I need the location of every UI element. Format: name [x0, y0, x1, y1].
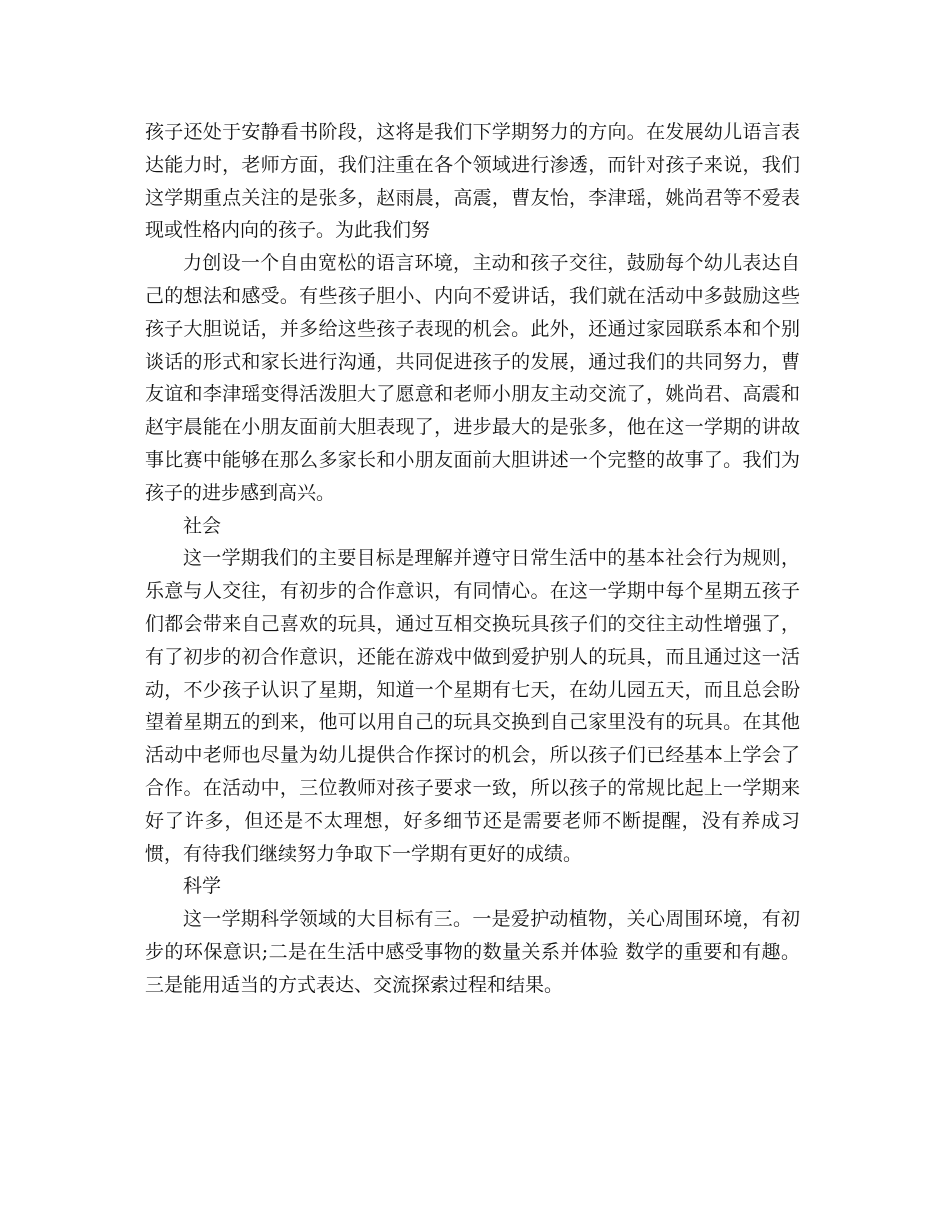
paragraph-language-environment: 力创设一个自由宽松的语言环境，主动和孩子交往，鼓励每个幼儿表达自己的想法和感受。有些孩子胆小、内向不爱讲话，我们就在活动中多鼓励这些孩子大胆说话，并多给这些孩子表现的机会。此外，还通过家园联系本和个别谈话的形式和家长进行沟通，共同促进孩子的发展，通过我们的共同努力，曹友谊和李津瑶变得活泼胆大了愿意和老师小朋友主动交流了，姚尚君、高震和赵宇晨能在小朋友面前大胆表现了，进步最大的是张多，他在这一学期的讲故事比赛中能够在那么多家长和小朋友面前大胆讲述一个完整的故事了。我们为孩子的进步感到高兴。: [145, 252, 800, 504]
paragraph-language-continued: 孩子还处于安静看书阶段，这将是我们下学期努力的方向。在发展幼儿语言表达能力时，老师方面，我们注重在各个领域进行渗透，而针对孩子来说，我们这学期重点关注的是张多，赵雨晨，高震，曹友怡，李津瑶，姚尚君等不爱表现或性格内向的孩子。为此我们努: [145, 121, 800, 242]
section-heading-social: 社会: [183, 514, 222, 537]
paragraph-social: 这一学期我们的主要目标是理解并遵守日常生活中的基本社会行为规则，乐意与人交往，有初步的合作意识，有同情心。在这一学期中每个星期五孩子们都会带来自己喜欢的玩具，通过互相交换玩具孩子们的交往主动性增强了，有了初步的初合作意识，还能在游戏中做到爱护别人的玩具，而且通过这一活动，不少孩子认识了星期，知道一个星期有七天，在幼儿园五天，而且总会盼望着星期五的到来，他可以用自己的玩具交换到自己家里没有的玩具。在其他活动中老师也尽量为幼儿提供合作探讨的机会，所以孩子们已经基本上学会了合作。在活动中，三位教师对孩子要求一致，所以孩子的常规比起上一学期来好了许多，但还是不太理想，好多细节还是需要老师不断提醒，没有养成习惯，有待我们继续努力争取下一学期有更好的成绩。: [145, 547, 800, 865]
paragraph-science: 这一学期科学领域的大目标有三。一是爱护动植物，关心周围环境，有初步的环保意识;二是在生活中感受事物的数量关系并体验 数学的重要和有趣。三是能用适当的方式表达、交流探索过程和结果。: [145, 908, 800, 996]
section-heading-science: 科学: [183, 875, 222, 898]
